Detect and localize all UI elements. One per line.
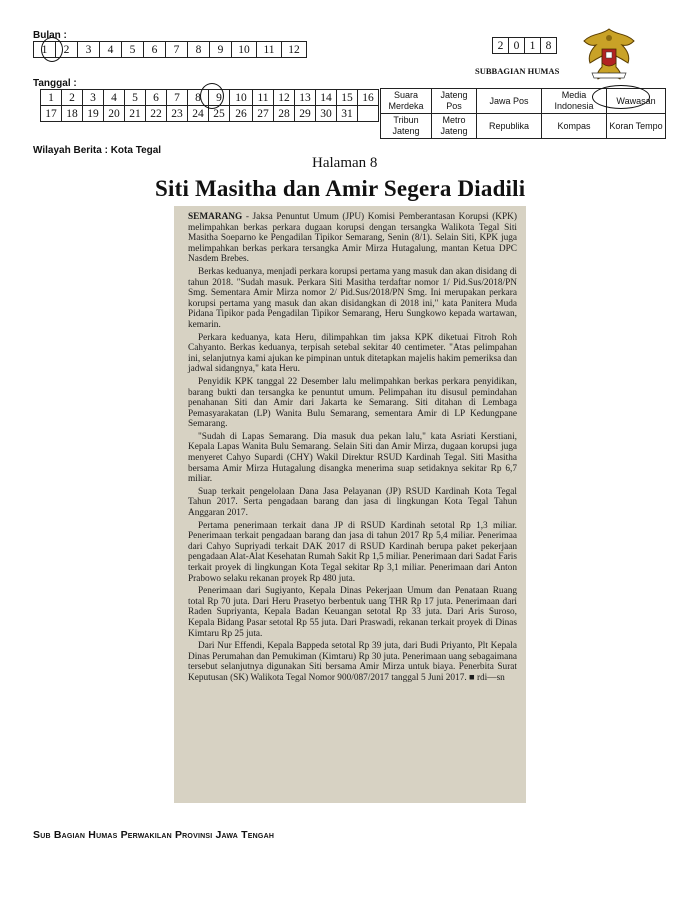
selected-month-circle xyxy=(41,37,63,62)
selected-date-circle xyxy=(200,83,224,109)
media-cell: Suara Merdeka xyxy=(381,89,432,114)
footer: Sub Bagian Humas Perwakilan Provinsi Jawa Tengah xyxy=(33,829,275,841)
month-cell: 10 xyxy=(232,42,257,58)
date-cell: 26 xyxy=(230,106,253,122)
page-number: Halaman 8 xyxy=(312,155,378,171)
date-cell: 23 xyxy=(167,106,188,122)
article-paragraph-6: Suap terkait pengelolaan Dana Jasa Pelayanan (JP) RSUD Kardinah Kota Tegal Tahun 2017. Serta pengadaan barang dan jasa di lingkungan Kota Tegal Tahun Anggaran 2017. xyxy=(188,486,517,519)
date-cell: 1 xyxy=(41,90,62,106)
date-cell: 24 xyxy=(188,106,209,122)
month-cell: 12 xyxy=(282,42,307,58)
date-cell: 9 xyxy=(209,90,230,106)
date-cell: 12 xyxy=(274,90,295,106)
month-cell: 3 xyxy=(78,42,100,58)
article-paragraph-5: "Sudah di Lapas Semarang. Dia masuk dua pekan lalu," kata Asriati Kerstiani, Kepala Lapas Wanita Bulu Semarang. Selain Siti dan Amir Mirza, dugaan korupsi juga menyeret Cahyo Supardi (CHY) Wakil Direktur RSUD Kardinah Tegal. Siti Masitha bersama Amir Mirza Hutagalung disangka menerima suap setidaknya sekitar Rp 6,7 miliar. xyxy=(188,431,517,485)
year-digit-cell: 1 xyxy=(525,38,541,54)
media-cell: Republika xyxy=(477,114,542,139)
media-cell: Wawasan xyxy=(607,89,666,114)
news-clipping xyxy=(174,206,526,803)
tanggal-label: Tanggal : xyxy=(33,78,77,89)
article-paragraph-9: Dari Nur Effendi, Kepala Bappeda setotal Rp 39 juta, dari Budi Priyanto, Plt Kepala Dinas Perumahan dan Pemukiman (Kimtaru) Rp 30 juta. Penerimaan uang sebagaimana tersebut selanjutnya digunakan Siti bersama Amir Mirza untuk biaya. Penerbita Surat Keputusan (SK) Walikota Tegal Nomor 900/087/2017 tanggal 5 Juni 2017. ■ rdi—sn xyxy=(188,641,517,683)
article-dateline: SEMARANG xyxy=(188,212,243,222)
date-cell: 16 xyxy=(358,90,379,106)
article-paragraph-1: SEMARANG - Jaksa Penuntut Umum (JPU) Komisi Pemberantasan Korupsi (KPK) melimpahkan berkas perkara dugaan korupsi dengan tersangka Walikota Tegal Siti Masitha Soeparno ke Pengadilan Tipikor Semarang, Senin (8/1). Selain Siti, KPK juga melimpahkan berkas perkara tersangka Amir Mirza Hutagalung, mantan Ketua DPC Nasdem Brebes. xyxy=(188,212,517,265)
date-cell: 14 xyxy=(316,90,337,106)
media-cell: Jawa Pos xyxy=(477,89,542,114)
date-cell: 10 xyxy=(230,90,253,106)
month-cell: 4 xyxy=(100,42,122,58)
month-cell: 1 xyxy=(34,42,56,58)
date-cell: 21 xyxy=(125,106,146,122)
date-cell xyxy=(358,106,379,122)
article-paragraph-7: Pertama penerimaan terkait dana JP di RSUD Kardinah setotal Rp 1,3 miliar. Penerimaan terkait pengadaan barang dan jasa di tahun 2017 Rp 5,4 miliar. Penerimaa dari Cahyo Supriyadi terkait DAK 2017 di RSUD Kardinah berupa paket pekerjaan pengadaan Alat-Alat Kesehatan Rumah Sakit Rp 1,5 miliar. Penerimaan dari Sadat Faris terkait proyek di lingkungan Kota Tegal sekitar Rp 3,1 miliar. Penerimaan dari Anton Prabowo selaku rekanan proyek Rp 480 juta. xyxy=(188,520,517,584)
headline: Siti Masitha dan Amir Segera Diadili xyxy=(155,176,526,201)
month-cell: 8 xyxy=(188,42,210,58)
date-cell: 25 xyxy=(209,106,230,122)
month-table xyxy=(33,41,307,58)
month-cell: 2 xyxy=(56,42,78,58)
date-cell: 31 xyxy=(337,106,358,122)
date-cell: 11 xyxy=(253,90,274,106)
date-cell: 5 xyxy=(125,90,146,106)
date-cell: 3 xyxy=(83,90,104,106)
article-paragraph-8: Penerimaan dari Sugiyanto, Kepala Dinas Pekerjaan Umum dan Penataan Ruang total Rp 70 juta. Dari Heru Prasetyo berbentuk uang THR Rp 17 juta. Penerimaan dari Raden Supriyanta, Kepala Badan Keuangan setotal Rp 33 juta. Dari Aris Suroso, Kepala Bidang Pasar setotal Rp 55 juta. Dari Praswadi, rekanan terkait proyek di Dinas Kimtaru Rp 25 juta. xyxy=(188,586,517,639)
garuda-emblem-icon xyxy=(578,23,640,85)
article-paragraph-3: Perkara keduanya, kata Heru, dilimpahkan tim jaksa KPK diketuai Fitroh Roh Cahyanto. Berkas keduanya, terpisah setebal sekitar 40 centimeter. "Atas pelimpahan ini, selanjutnya kami ajukan ke pimpinan untuk ditetapkan majelis hakim pemeriksa dan jadwal sidangnya," kata Heru. xyxy=(188,332,517,375)
date-cell: 8 xyxy=(188,90,209,106)
media-cell: Kompas xyxy=(542,114,607,139)
article-paragraph-4: Penyidik KPK tanggal 22 Desember lalu melimpahkan berkas perkara penyidikan, barang bukti dan tersangka ke penuntut umum. Pelimpahan itu disusul pemindahan penahanan Siti dan Amir dari Jakarta ke Semarang. Siti ditahan di Lembaga Pemasyarakatan (LP) Wanita Bulu Semarang, sementara Amir di LP Kedungpane Semarang. xyxy=(188,376,517,430)
month-cell: 5 xyxy=(122,42,144,58)
date-cell: 29 xyxy=(295,106,316,122)
date-cell: 15 xyxy=(337,90,358,106)
bulan-label: Bulan : xyxy=(33,30,67,41)
date-cell: 22 xyxy=(146,106,167,122)
date-cell: 27 xyxy=(253,106,274,122)
date-cell: 6 xyxy=(146,90,167,106)
date-cell: 2 xyxy=(62,90,83,106)
date-cell: 28 xyxy=(274,106,295,122)
article-paragraph-2: Berkas keduanya, menjadi perkara korupsi pertama yang masuk dan akan disidang di tahun 2018. "Sudah masuk. Perkara Siti Masitha terdaftar nomor 1/ Pid.Sus/2018/PN Smg. Sementara Amir Mirza nomor 2/ Pid.Sus/2018/PN Smg. Ini merupakan perkara korupsi pertama yang masuk dan akan disidangkan di 2018 ini," kata Panitera Muda Pidana Tipikor pada Pengadilan Tipikor Semarang, Heru Sungkowo kepada wartawan, kemarin. xyxy=(188,266,517,330)
media-cell: Media Indonesia xyxy=(542,89,607,114)
media-cell: Jateng Pos xyxy=(432,89,477,114)
year-digit-cell: 8 xyxy=(541,38,557,54)
date-cell: 4 xyxy=(104,90,125,106)
year-digit-cell: 0 xyxy=(509,38,525,54)
month-cell: 11 xyxy=(257,42,282,58)
wilayah-berita: Wilayah Berita : Kota Tegal xyxy=(33,145,162,156)
media-cell: Koran Tempo xyxy=(607,114,666,139)
month-cell: 6 xyxy=(144,42,166,58)
media-cell: Metro Jateng xyxy=(432,114,477,139)
media-cell: Tribun Jateng xyxy=(381,114,432,139)
selected-media-circle xyxy=(592,85,650,109)
date-cell: 30 xyxy=(316,106,337,122)
date-cell: 20 xyxy=(104,106,125,122)
year-table xyxy=(492,37,557,54)
date-cell: 18 xyxy=(62,106,83,122)
date-cell: 19 xyxy=(83,106,104,122)
date-cell: 13 xyxy=(295,90,316,106)
date-cell: 17 xyxy=(41,106,62,122)
date-cell: 7 xyxy=(167,90,188,106)
year-digit-cell: 2 xyxy=(493,38,509,54)
month-cell: 7 xyxy=(166,42,188,58)
subbagian-humas: SUBBAGIAN HUMAS xyxy=(475,66,560,76)
month-cell: 9 xyxy=(210,42,232,58)
